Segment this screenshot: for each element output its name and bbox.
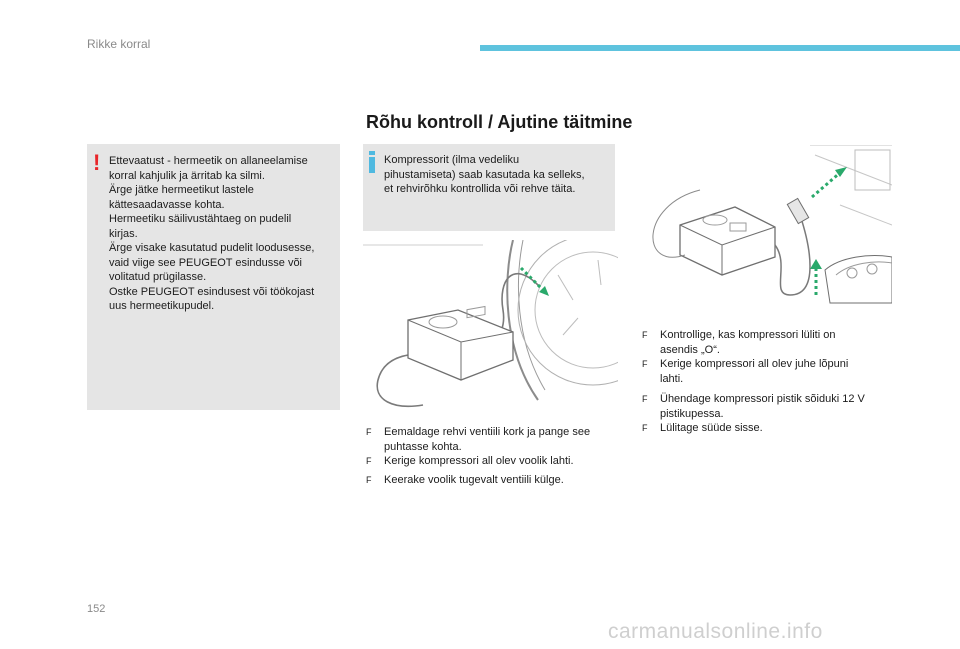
- warning-line: Hermeetiku säilivustähtaeg on pudelil: [109, 213, 292, 225]
- step-bullet: F: [366, 474, 372, 485]
- warning-line: Ostke PEUGEOT esindusest või töökojast: [109, 285, 315, 298]
- step-bullet: F: [642, 330, 648, 340]
- compressor-socket-illustration: [640, 145, 892, 305]
- warning-line: volitatud prügilasse.: [109, 271, 207, 283]
- info-line: et rehvirõhku kontrollida või rehve täita.: [384, 183, 576, 195]
- step-item: F Keerake voolik tugevalt ventiili külge.: [366, 473, 564, 486]
- page-title: Rõhu kontroll / Ajutine täitmine: [366, 112, 633, 132]
- warning-line: kättesaadavasse kohta.: [109, 198, 225, 211]
- warning-line: korral kahjulik ja ärritab ka silmi.: [109, 169, 265, 182]
- watermark: carmanualsonline.info: [608, 620, 823, 643]
- step-bullet: F: [642, 359, 648, 369]
- info-line: pihustamiseta) saab kasutada ka selleks,: [384, 168, 585, 181]
- header-section-title: Rikke korral: [87, 37, 151, 51]
- info-text: [384, 153, 609, 197]
- step-item: F Lülitage süüde sisse.: [642, 422, 763, 434]
- compressor-tyre-illustration: [363, 240, 618, 410]
- warning-text: [109, 154, 337, 314]
- warning-line: kirjas.: [109, 227, 138, 240]
- header-accent-bar: [480, 45, 960, 51]
- exclamation-icon: !: [93, 150, 101, 175]
- step-item: F Eemaldage rehvi ventiili kork ja pange see puhtasse kohta.: [366, 426, 591, 453]
- step-bullet: F: [642, 423, 648, 433]
- warning-line: Ärge jätke hermeetikut lastele: [109, 184, 254, 196]
- step-item: F Kontrollige, kas kompressori lüliti on asendis „O“.: [642, 329, 836, 356]
- warning-line: vaid viige see PEUGEOT esindusse või: [109, 256, 302, 269]
- step-bullet: F: [642, 394, 648, 404]
- step-bullet: F: [366, 427, 372, 437]
- warning-line: Ärge visake kasutatud pudelit loodusesse,: [109, 242, 315, 254]
- step-bullet: F: [366, 456, 372, 466]
- steps-middle: [366, 425, 601, 487]
- info-line: Kompressorit (ilma vedeliku: [384, 154, 520, 166]
- step-item: F Kerige kompressori all olev juhe lõpuni lahti.: [642, 358, 849, 385]
- page-number: 152: [87, 603, 106, 615]
- step-item: F Ühendage kompressori pistik sõiduki 12 V pistikupessa.: [642, 393, 865, 420]
- warning-line: uus hermeetikupudel.: [109, 300, 215, 312]
- info-icon: [369, 151, 375, 173]
- steps-right: [642, 328, 877, 436]
- warning-line: Ettevaatust - hermeetik on allaneelamise: [109, 155, 308, 167]
- step-item: F Kerige kompressori all olev voolik lahti.: [366, 455, 574, 467]
